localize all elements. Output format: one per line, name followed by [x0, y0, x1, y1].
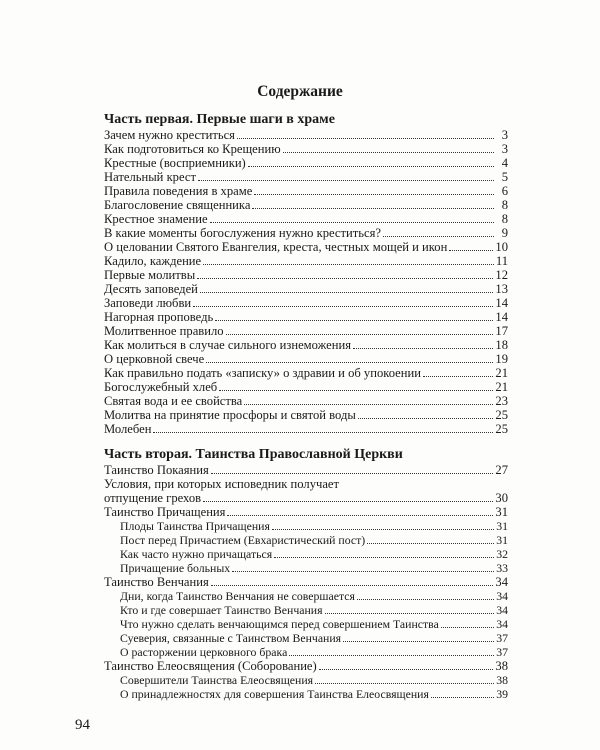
- toc-entry-title: О целовании Святого Евангелия, креста, честных мощей и икон: [104, 240, 448, 254]
- toc-entry: [104, 282, 508, 297]
- toc-entry: [104, 366, 508, 381]
- toc-entry-page: 25: [495, 408, 508, 422]
- toc-dot-leader: [203, 264, 494, 265]
- toc-entry-page: 4: [501, 156, 508, 170]
- toc-entry-page: 19: [495, 352, 508, 366]
- page-title: Содержание: [257, 83, 343, 100]
- toc-entry: [104, 575, 508, 590]
- toc-entry-title: Кто и где совершает Таинство Венчания: [120, 603, 323, 617]
- toc-dot-leader: [210, 222, 494, 223]
- toc-entry-page: 27: [495, 463, 508, 477]
- toc-entry-page: 9: [501, 226, 508, 240]
- toc-entry: [104, 184, 508, 199]
- toc-entry-page: 38: [496, 673, 508, 687]
- toc-entry-title: О принадлежностях для совершения Таинства Елеосвящения: [120, 687, 429, 701]
- toc-dot-leader: [232, 571, 494, 572]
- toc-dot-leader: [226, 334, 494, 335]
- toc-entry-page: 33: [496, 561, 508, 575]
- toc-entry-title: Условия, при которых исповедник получает: [104, 477, 340, 491]
- toc-entry-title: Первые молитвы: [104, 268, 196, 282]
- toc-entry: [104, 156, 508, 171]
- toc-entry-page: 37: [496, 631, 508, 645]
- toc-entry: [104, 324, 508, 339]
- toc-dot-leader: [315, 683, 494, 684]
- toc-entry-page: 21: [495, 380, 508, 394]
- toc-entry-page: 31: [496, 519, 508, 533]
- toc-entry-page: 8: [501, 198, 508, 212]
- toc-entry-page: 38: [495, 659, 508, 673]
- toc-entry-title: Кадило, каждение: [104, 254, 202, 268]
- toc-dot-leader: [211, 473, 494, 474]
- toc-dot-leader: [244, 404, 493, 405]
- toc-entry-title: Таинство Венчания: [104, 575, 209, 589]
- toc-entry-title: Молебен: [104, 422, 152, 436]
- toc-entry-page: 13: [495, 282, 508, 296]
- toc-entry: [104, 491, 508, 506]
- toc-entry-title: Крестное знамение: [104, 212, 208, 226]
- toc-entry-page: 34: [496, 603, 508, 617]
- toc-entry-title: Совершители Таинства Елеосвящения: [120, 673, 314, 687]
- toc-entry-title: Богослужебный хлеб: [104, 380, 218, 394]
- toc-entry: [104, 408, 508, 423]
- toc-entry-page: 17: [495, 324, 508, 338]
- toc-dot-leader: [431, 697, 494, 698]
- toc-entry: [104, 338, 508, 353]
- toc-dot-leader: [198, 180, 494, 181]
- toc-entry: [104, 128, 508, 143]
- toc-entry: [104, 463, 508, 478]
- toc-entry: [120, 547, 508, 562]
- toc-dot-leader: [283, 152, 494, 153]
- toc-dot-leader: [193, 306, 493, 307]
- toc-entry-page: 34: [496, 589, 508, 603]
- toc-dot-leader: [215, 320, 493, 321]
- toc-entry-title: Причащение больных: [120, 561, 231, 575]
- toc-dot-leader: [272, 529, 494, 530]
- toc-entry-page: 34: [496, 617, 508, 631]
- toc-entry: [104, 198, 508, 213]
- toc-entry-title: Молитвенное правило: [104, 324, 224, 338]
- toc-entry-title: Заповеди любви: [104, 296, 192, 310]
- toc-dot-leader: [319, 669, 494, 670]
- toc-entry-page: 3: [501, 128, 508, 142]
- toc-entry: [104, 659, 508, 674]
- toc-entry: [120, 687, 508, 702]
- toc-dot-leader: [206, 362, 493, 363]
- toc-entry-title: Как молиться в случае сильного изнеможения: [104, 338, 352, 352]
- toc-entry-page: 37: [496, 645, 508, 659]
- toc-entry-page: 25: [495, 422, 508, 436]
- toc-entry-title: О церковной свече: [104, 352, 205, 366]
- toc-entry-title: Зачем нужно креститься: [104, 128, 235, 142]
- toc-entry: [120, 561, 508, 576]
- toc-entry: [104, 170, 508, 185]
- toc-entry-page: 11: [495, 254, 508, 268]
- toc-entry-title: Святая вода и ее свойства: [104, 394, 243, 408]
- toc-dot-leader: [358, 418, 494, 419]
- toc-entry: [120, 589, 508, 604]
- toc-entry-page: 39: [496, 687, 508, 701]
- toc-dot-leader: [325, 613, 494, 614]
- toc-entry-page: 30: [495, 491, 508, 505]
- toc-entry: [120, 631, 508, 646]
- toc-dot-leader: [274, 557, 494, 558]
- toc-entry-title: отпущение грехов: [104, 491, 202, 505]
- toc-dot-leader: [227, 515, 493, 516]
- toc-entry-title: Таинство Елеосвящения (Соборование): [104, 659, 317, 673]
- toc-entry: [104, 254, 508, 269]
- toc-entry-title: Пост перед Причастием (Евхаристический пост): [120, 533, 366, 547]
- toc-entry-page: 34: [495, 575, 508, 589]
- toc-entry-page: 14: [495, 310, 508, 324]
- toc-entry: [104, 422, 508, 437]
- toc-dot-leader: [237, 138, 494, 139]
- toc-entry-page: 6: [501, 184, 508, 198]
- toc-entry-title: Нательный крест: [104, 170, 196, 184]
- toc-entry-title: Как подготовиться ко Крещению: [104, 142, 281, 156]
- toc-entry-title: Крестные (восприемники): [104, 156, 246, 170]
- toc-entry-title: В какие моменты богослужения нужно креститься?: [104, 226, 381, 240]
- toc-entry-title: Десять заповедей: [104, 282, 198, 296]
- toc-dot-leader: [441, 627, 494, 628]
- toc-dot-leader: [343, 641, 494, 642]
- toc-dot-leader: [254, 194, 494, 195]
- toc-entry-page: 18: [495, 338, 508, 352]
- toc-entry-title: Нагорная проповедь: [104, 310, 214, 324]
- toc-entry: [104, 394, 508, 409]
- toc-dot-leader: [203, 501, 493, 502]
- toc-entry: [104, 505, 508, 520]
- page-number: 94: [75, 717, 90, 733]
- toc-entry-title: Правила поведения в храме: [104, 184, 253, 198]
- toc-entry: [104, 142, 508, 157]
- toc-entry-title: О расторжении церковного брака: [120, 645, 288, 659]
- toc-entry-title: Молитва на принятие просфоры и святой воды: [104, 408, 356, 422]
- toc-entry: [120, 617, 508, 632]
- toc-entry: [104, 310, 508, 325]
- toc-dot-leader: [449, 250, 493, 251]
- toc-dot-leader: [248, 166, 494, 167]
- toc-entry-title: Таинство Причащения: [104, 505, 226, 519]
- toc-entry: [104, 212, 508, 227]
- toc-entry-title: Таинство Покаяния: [104, 463, 209, 477]
- part1-heading: Часть первая. Первые шаги в храме: [104, 112, 335, 127]
- toc-entry-title: Что нужно сделать венчающимся перед совершением Таинства: [120, 617, 439, 631]
- toc-entry: [120, 519, 508, 534]
- toc-dot-leader: [219, 390, 493, 391]
- toc-entry-page: 23: [495, 394, 508, 408]
- toc-entry-page: 5: [501, 170, 508, 184]
- toc-entry: [104, 296, 508, 311]
- toc-entry-title: Плоды Таинства Причащения: [120, 519, 270, 533]
- toc-entry: [120, 533, 508, 548]
- toc-entry-title: Суеверия, связанные с Таинством Венчания: [120, 631, 342, 645]
- toc-dot-leader: [200, 292, 494, 293]
- toc-entry: [120, 645, 508, 660]
- toc-entry-title: Благословение священника: [104, 198, 251, 212]
- toc-entry-page: 12: [495, 268, 508, 282]
- toc-dot-leader: [353, 348, 493, 349]
- toc-dot-leader: [211, 585, 494, 586]
- toc-entry: [104, 380, 508, 395]
- toc-entry-title: Дни, когда Таинство Венчания не совершается: [120, 589, 355, 603]
- toc-entry: [104, 352, 508, 367]
- toc-entry-title: Как часто нужно причащаться: [120, 547, 273, 561]
- toc-entry-page: 31: [496, 533, 508, 547]
- toc-entry: [120, 603, 508, 618]
- toc-entry-page: 3: [501, 142, 508, 156]
- toc-entry: [104, 268, 508, 283]
- toc-entry: [104, 477, 508, 492]
- part2-heading: Часть вторая. Таинства Православной Церкви: [104, 447, 403, 462]
- toc-entry-page: 21: [495, 366, 508, 380]
- toc-entry-page: 14: [495, 296, 508, 310]
- toc-dot-leader: [197, 278, 493, 279]
- toc-entry: [104, 226, 508, 241]
- toc-dot-leader: [153, 432, 493, 433]
- toc-dot-leader: [367, 543, 494, 544]
- toc-dot-leader: [357, 599, 494, 600]
- toc-entry: [104, 240, 508, 255]
- toc-dot-leader: [423, 376, 493, 377]
- toc-dot-leader: [289, 655, 494, 656]
- toc-dot-leader: [383, 236, 494, 237]
- toc-entry-page: 31: [495, 505, 508, 519]
- toc-entry-page: 8: [501, 212, 508, 226]
- toc-entry: [120, 673, 508, 688]
- toc-dot-leader: [252, 208, 494, 209]
- toc-entry-page: 10: [495, 240, 508, 254]
- toc-entry-page: 32: [496, 547, 508, 561]
- toc-entry-title: Как правильно подать «записку» о здравии и об упокоении: [104, 366, 421, 380]
